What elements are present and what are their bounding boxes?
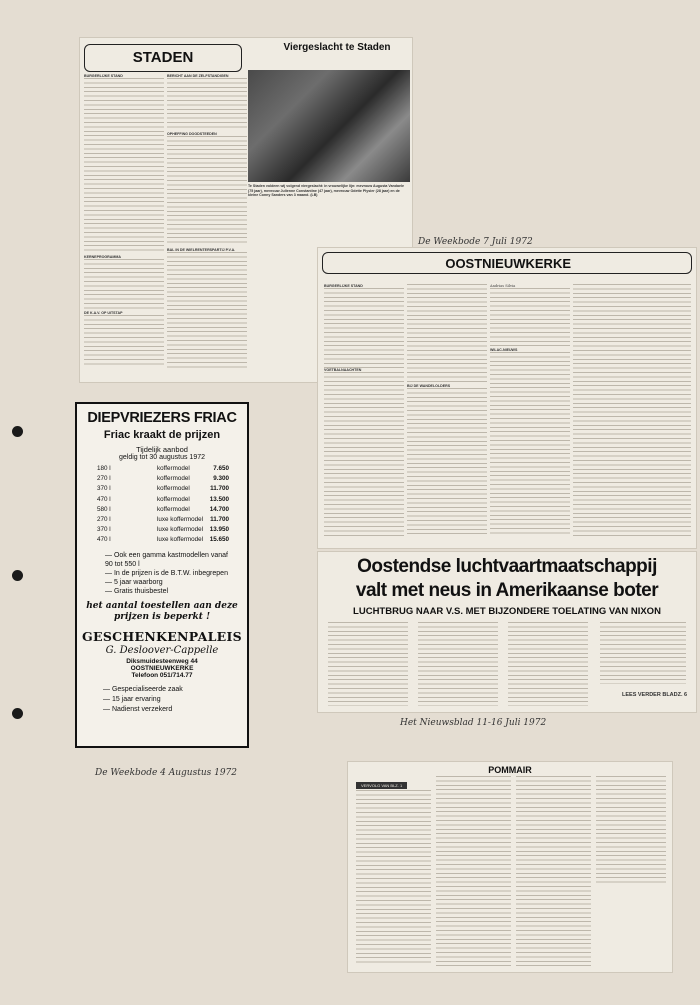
price: 14.700: [209, 505, 229, 513]
body-text: [167, 136, 247, 246]
pommair-title: POMMAIR: [488, 765, 532, 775]
model: luxe koffermodel: [157, 526, 204, 534]
pommair-col-3: [516, 776, 591, 966]
punch-hole-bottom: [12, 708, 23, 719]
col-heading: BAL IN DE WIELRENTERSPARTIJ P.V.A.: [167, 248, 236, 252]
model: koffermodel: [157, 485, 190, 493]
model: luxe koffermodel: [157, 536, 204, 544]
feature: — Gespecialiseerde zaak: [103, 685, 183, 693]
bullet-text: Gratis thuisbestel: [113, 587, 169, 595]
price: 15.650: [209, 536, 229, 544]
price-row: [77, 484, 247, 494]
body-text: [324, 288, 404, 368]
ad-offer-heading: Tijdelijk aanbod: [136, 445, 188, 454]
model: koffermodel: [157, 465, 190, 472]
col-heading: OPHEFFING DOODSTEEDEN: [167, 132, 217, 136]
price: 13.950: [209, 526, 229, 534]
airline-body-right: [600, 622, 686, 684]
pommair-col-4: [596, 776, 666, 886]
punch-hole-middle: [12, 570, 23, 581]
ad-title: DIEPVRIEZERS FRIAC: [87, 410, 237, 426]
size: 470 l: [97, 536, 111, 544]
feature-text: Gespecialiseerde zaak: [111, 685, 183, 693]
ad-handwriting: De Weekbode 4 Augustus 1972: [95, 768, 238, 778]
feature: — 15 jaar ervaring: [103, 695, 161, 703]
col-heading: KERNEPROGRAMMA: [84, 255, 121, 259]
col-heading: DE K.A.V. OP UITSTAP: [84, 311, 123, 315]
col-heading: BIJ DE WANDELOLDERS: [407, 384, 451, 388]
col-heading: BURGERLIJKE STAND: [84, 74, 123, 78]
price: 11.700: [210, 485, 229, 493]
pommair-tag: VERVOLG VAN BLZ. 1: [356, 782, 407, 789]
size: 370 l: [97, 526, 111, 534]
price-row: [77, 464, 247, 474]
bullet-text: Ook een gamma kastmodellen vanaf 90 tot 550 l: [105, 551, 228, 568]
price-row: [77, 474, 247, 484]
body-text: [167, 78, 247, 130]
model: koffermodel: [157, 475, 190, 483]
staden-photo-caption: Te Staden voldeen wij volgend viergeslacht: in vrouwelijke lijn: mevrouw Augusta Vandaele (75 jaar), mevrouw Julienne Constantine (47 jaar), mevrouw Odette Plysier (28 jaar) en de kleine Conny Sanders van 3 maand. (LB): [248, 184, 404, 198]
staden-section-title: STADEN: [84, 44, 242, 72]
body-text: [490, 288, 570, 348]
body-text: [573, 284, 691, 536]
body-text: [167, 252, 247, 370]
body-text: [490, 352, 570, 536]
airline-headline-2: valt met neus in Amerikaanse boter: [355, 580, 659, 601]
bullet: — 5 jaar waarborg: [105, 578, 163, 586]
model: koffermodel: [157, 495, 190, 503]
staden-col-2: [167, 74, 247, 374]
airline-continued: LEES VERDER BLADZ. 6: [622, 692, 688, 698]
body-text: [407, 388, 487, 536]
size: 180 l: [97, 465, 111, 472]
punch-hole-top: [12, 426, 23, 437]
price: 13.500: [209, 495, 229, 503]
body-text: [84, 315, 164, 365]
staden-col-1: [84, 74, 164, 374]
body-text: [84, 259, 164, 309]
ad-bullets: [77, 546, 247, 596]
col-heading: BURGERLIJKE STAND: [324, 284, 363, 288]
ad-address: Diksmuidesteenweg 44: [126, 657, 198, 665]
oost-col-4: [573, 284, 691, 540]
oost-col-2: [407, 284, 487, 540]
ad-store-owner: G. Desloover-Cappelle: [105, 644, 219, 656]
oostnieuwkerke-section-title: OOSTNIEUWKERKE: [322, 252, 692, 274]
col-heading: BERICHT AAN DE ZELFSTANDIGEN: [167, 74, 229, 78]
bullet: — Ook een gamma kastmodellen vanaf 90 tot 550 l: [105, 551, 228, 568]
size: 580 l: [97, 505, 111, 513]
friac-advertisement: [75, 402, 249, 748]
ad-features: [77, 679, 247, 715]
price-row: [77, 505, 247, 515]
staden-headline: Viergeslacht te Staden: [283, 42, 391, 53]
size: 370 l: [97, 485, 111, 493]
bullet: — Gratis thuisbestel: [105, 587, 169, 595]
ad-city: OOSTNIEUWKERKE: [130, 664, 194, 672]
size: 470 l: [97, 495, 111, 503]
price-row: [77, 495, 247, 505]
body-text: [324, 372, 404, 538]
oost-col-1: [324, 284, 404, 540]
airline-handwriting: Het Nieuwsblad 11-16 Juli 1972: [400, 718, 547, 728]
fragment: Andrias Silvia: [490, 284, 516, 288]
ad-slogan: het aantal toestellen aan deze prijzen is beperkt !: [86, 600, 238, 622]
staden-photo: [248, 70, 410, 182]
price: 9.300: [213, 475, 229, 483]
bullet: — In de prijzen is de B.T.W. inbegrepen: [105, 569, 228, 577]
airline-body: [328, 622, 590, 706]
airline-headline-1: Oostendse luchtvaartmaatschappij: [357, 556, 657, 577]
ad-offer-period: geldig tot 30 augustus 1972: [118, 454, 205, 461]
body-text: [407, 284, 487, 384]
size: 270 l: [97, 516, 111, 524]
oost-handwriting: De Weekbode 7 Juli 1972: [418, 237, 533, 247]
bullet-text: 5 jaar waarborg: [113, 578, 163, 586]
ad-store-name: GESCHENKENPALEIS: [82, 628, 242, 644]
feature: — Nadienst verzekerd: [103, 705, 173, 713]
col-heading: VOETBALNAACHTEN: [324, 368, 362, 372]
ad-price-list: [77, 464, 247, 546]
size: 270 l: [97, 475, 111, 483]
price: 11.700: [210, 516, 229, 524]
ad-phone: Telefoon 051/714.77: [131, 671, 193, 679]
model: luxe koffermodel: [157, 516, 204, 524]
airline-subhead: LUCHTBRUG NAAR V.S. MET BIJZONDERE TOELATING VAN NIXON: [353, 606, 661, 617]
pommair-col-1: [356, 790, 431, 966]
oost-col-3: [490, 284, 570, 540]
feature-text: Nadienst verzekerd: [111, 705, 173, 713]
col-heading: WILAC-NIEUWS: [490, 348, 518, 352]
pommair-col-2: [436, 776, 511, 966]
model: koffermodel: [157, 505, 190, 513]
body-text: [84, 78, 164, 253]
price-row: [77, 525, 247, 535]
bullet-text: In de prijzen is de B.T.W. inbegrepen: [113, 569, 228, 577]
price: 7.650: [213, 465, 229, 472]
price-row: [77, 535, 247, 545]
feature-text: 15 jaar ervaring: [111, 695, 161, 703]
ad-subtitle: Friac kraakt de prijzen: [103, 429, 221, 441]
price-row: [77, 515, 247, 525]
